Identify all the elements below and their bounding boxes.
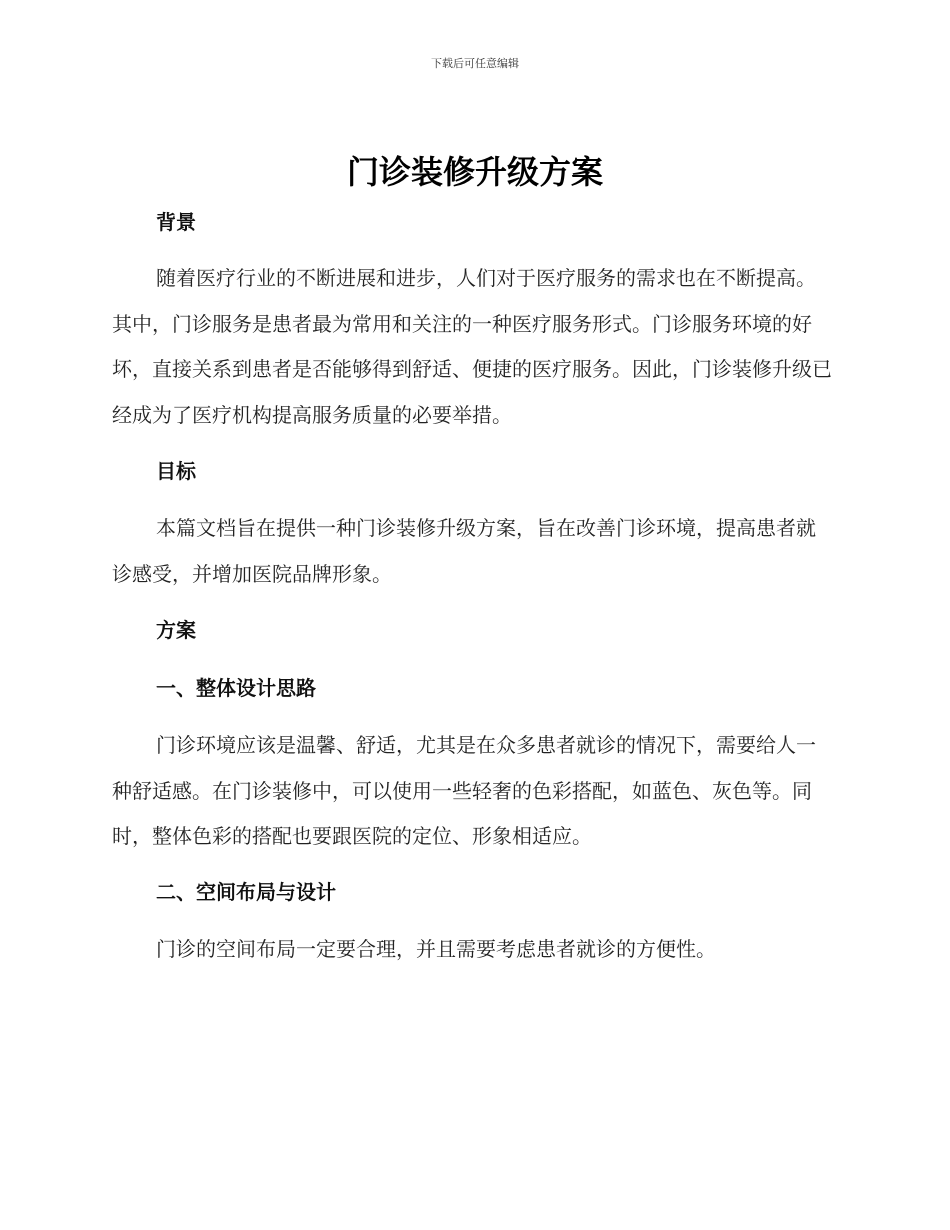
section-heading-layout: 二、空间布局与设计	[156, 880, 336, 904]
section-heading-background: 背景	[156, 210, 196, 234]
paragraph-background: 随着医疗行业的不断进展和进步，人们对于医疗服务的需求也在不断提高。其中，门诊服务是患者最为常用和关注的一种医疗服务形式。门诊服务环境的好坏，直接关系到患者是否能够得到舒适、便捷的医疗服务。因此，门诊装修升级已经成为了医疗机构提高服务质量的必要举措。	[112, 266, 832, 427]
header-note: 下载后可任意编辑	[431, 57, 519, 70]
section-heading-plan: 方案	[156, 618, 196, 642]
document-title: 门诊装修升级方案	[346, 153, 603, 191]
paragraph-goal: 本篇文档旨在提供一种门诊装修升级方案，旨在改善门诊环境，提高患者就诊感受，并增加医院品牌形象。	[112, 516, 816, 586]
paragraph-design: 门诊环境应该是温馨、舒适，尤其是在众多患者就诊的情况下，需要给人一种舒适感。在门诊装修中，可以使用一些轻奢的色彩搭配，如蓝色、灰色等。同时，整体色彩的搭配也要跟医院的定位、形象相适应。	[112, 733, 816, 848]
paragraph-layout: 门诊的空间布局一定要合理，并且需要考虑患者就诊的方便性。	[156, 937, 716, 961]
section-heading-goal: 目标	[156, 459, 196, 483]
section-heading-design: 一、整体设计思路	[156, 676, 316, 700]
